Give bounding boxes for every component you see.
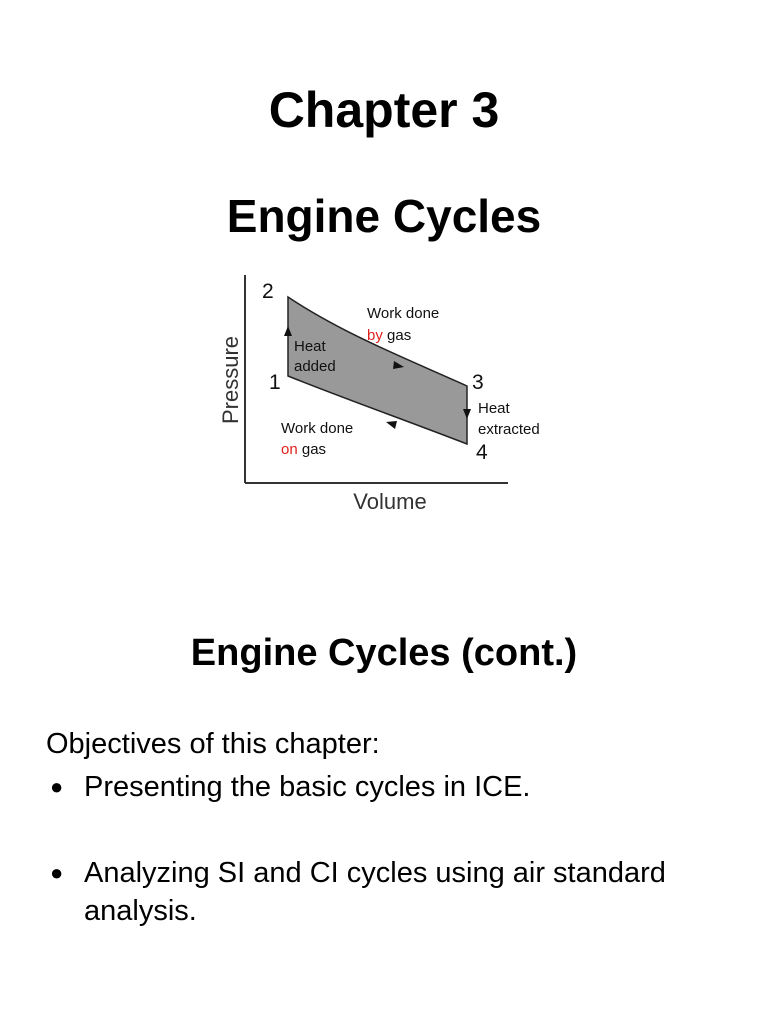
heat-extracted-label: Heat extracted (478, 400, 540, 438)
chapter-subtitle: Engine Cycles (226, 190, 542, 242)
list-item (46, 854, 686, 930)
arrow-work-on-gas (386, 421, 397, 429)
chapter-title: Chapter 3 (268, 82, 500, 138)
axis-y-label: Pressure (218, 335, 243, 425)
point-2: 2 (262, 280, 274, 303)
point-4: 4 (476, 441, 488, 464)
objective-text: Presenting the basic cycles in ICE. (84, 771, 531, 803)
bullet-icon: ● (50, 860, 64, 885)
objectives-list (46, 768, 686, 930)
axis-x-label: Volume (353, 489, 427, 514)
bullet-icon: ● (50, 774, 64, 799)
work-by-gas-label: Work done by gas (367, 305, 440, 344)
objective-text: Analyzing SI and CI cycles using air standard analysis. (84, 857, 666, 927)
list-item (46, 768, 686, 806)
pv-diagram (210, 270, 570, 520)
work-on-gas-label: Work done on gas (281, 420, 354, 458)
objectives-intro: Objectives of this chapter: (46, 728, 380, 760)
heat-added-label: Heat added (294, 338, 336, 375)
section-title: Engine Cycles (cont.) (190, 632, 578, 674)
point-3: 3 (472, 371, 484, 394)
point-1: 1 (269, 371, 281, 394)
